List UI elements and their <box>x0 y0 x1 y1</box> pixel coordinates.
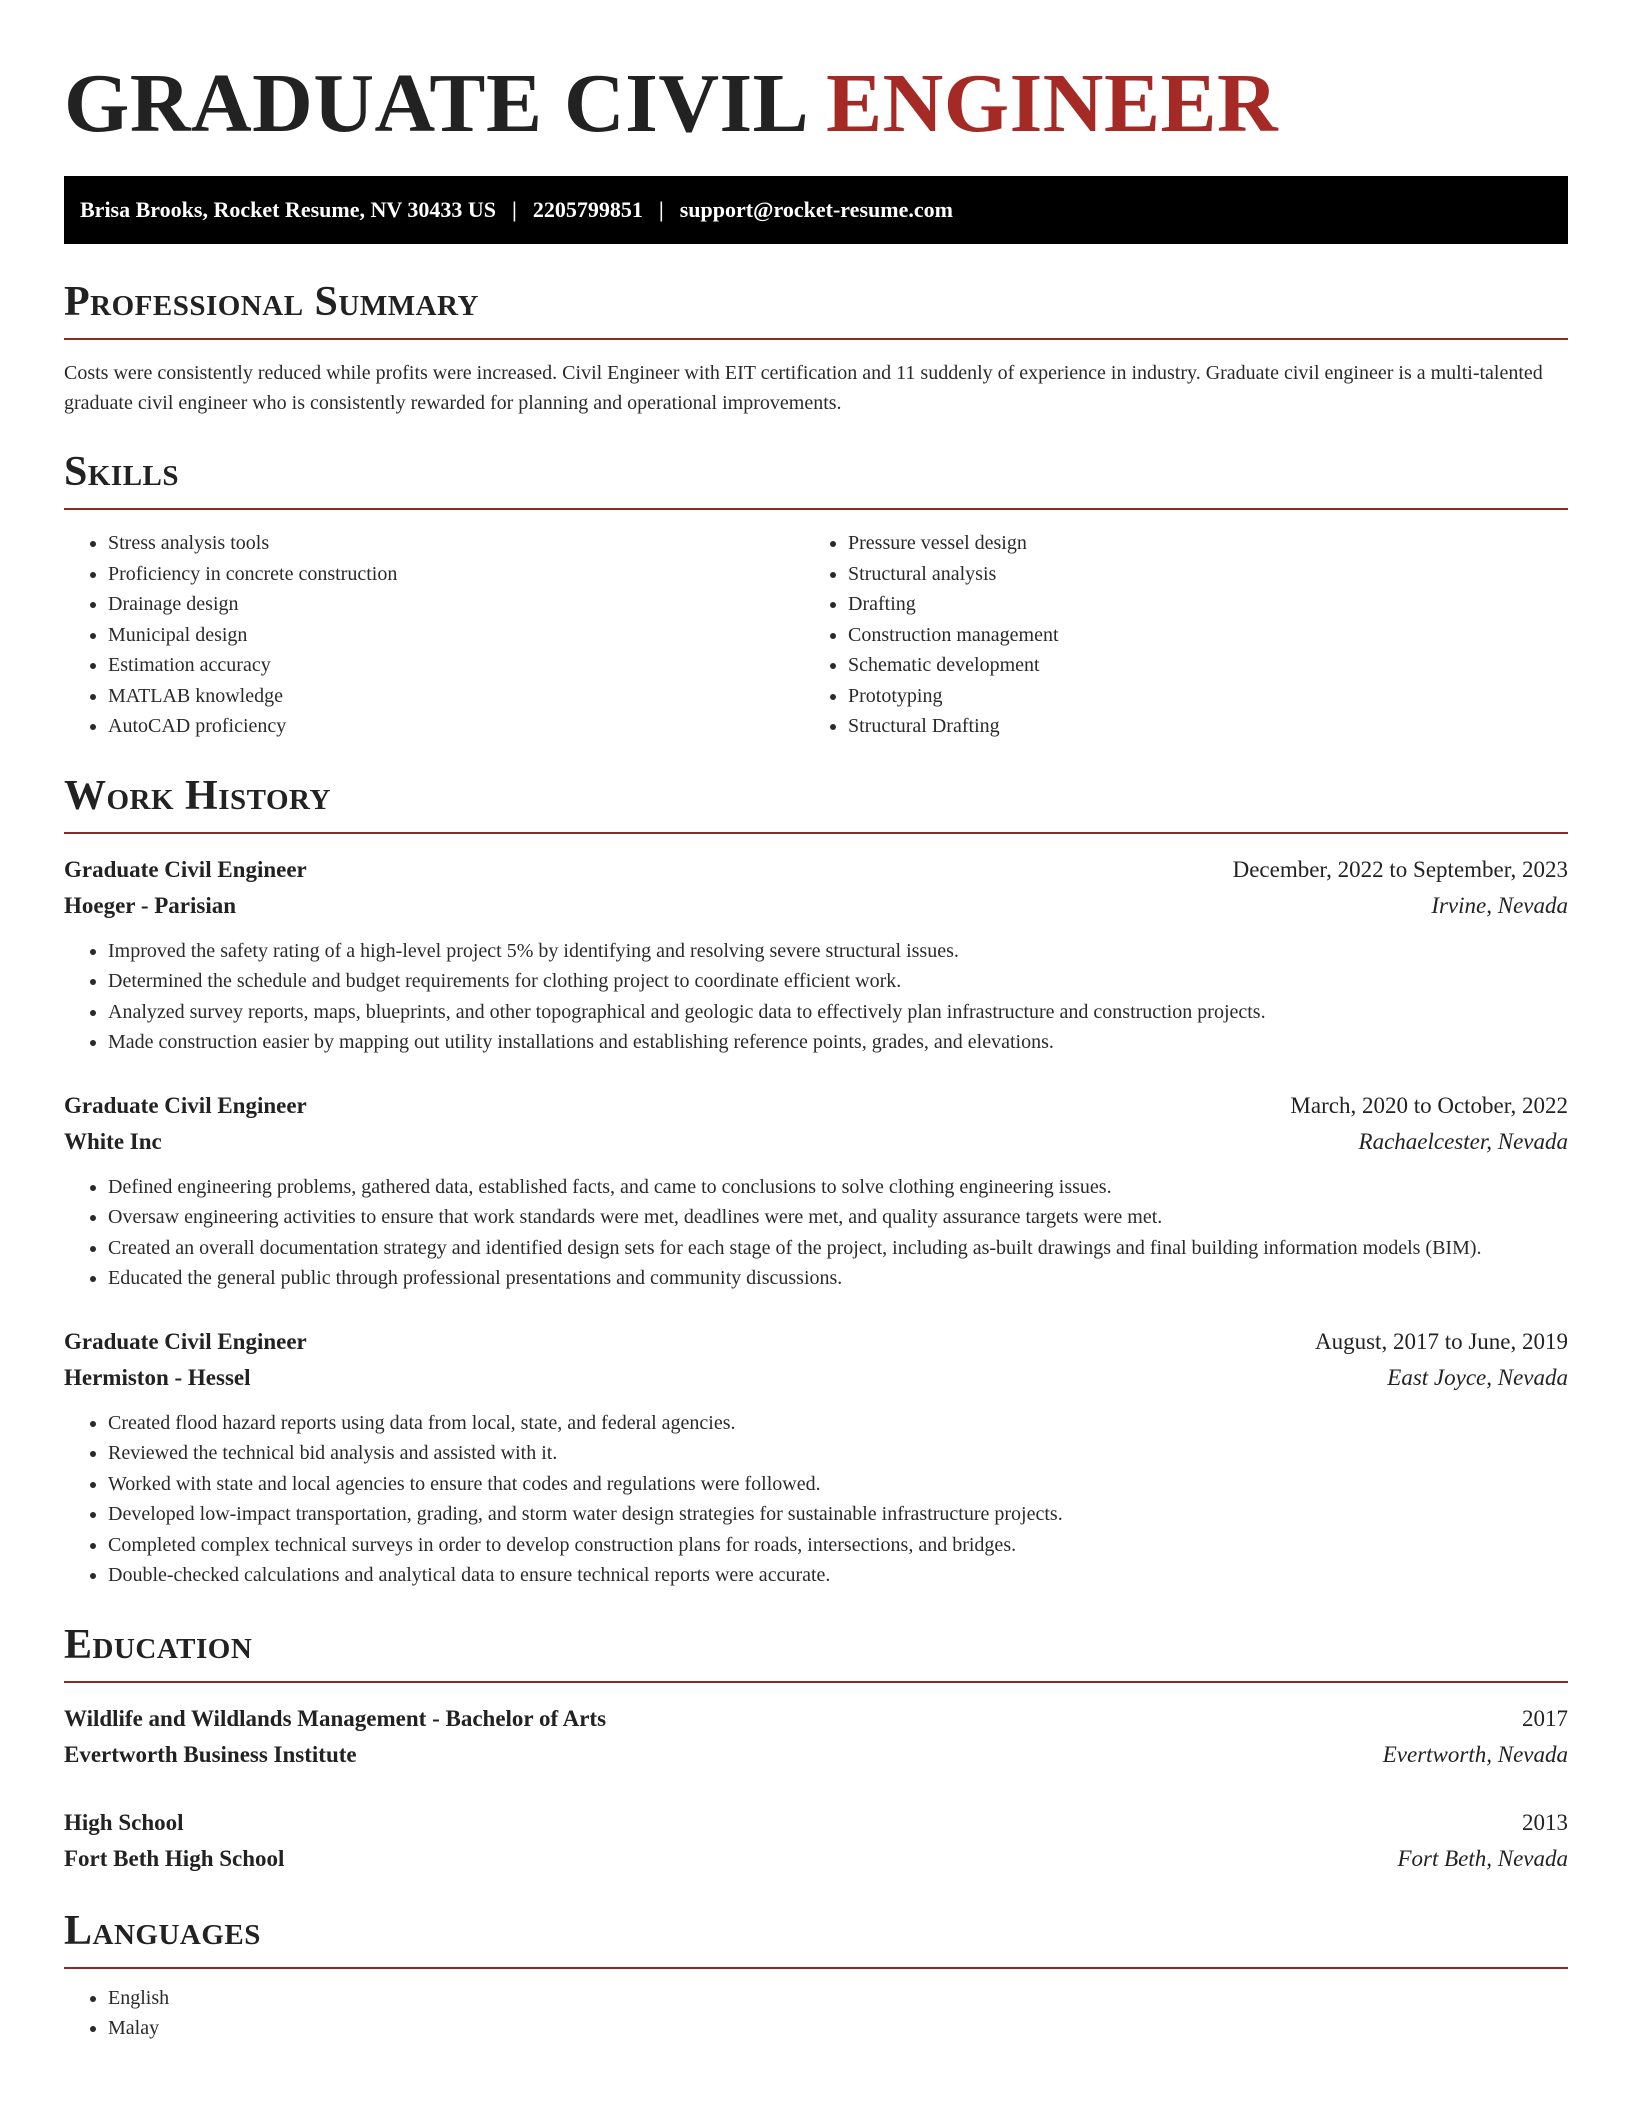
job-bullets <box>64 1172 1568 1294</box>
languages-heading: Languages <box>64 1907 261 1954</box>
job-entry <box>64 852 1568 1058</box>
education-location: Evertworth, Nevada <box>1382 1741 1568 1767</box>
education-degree-row <box>64 1805 1568 1841</box>
job-bullet: • Analyzed survey reports, maps, blueprints, and other topographical and geologic data to effectively plan infrastructure and construction projects. <box>108 997 1568 1028</box>
education-year: 2013 <box>1522 1809 1568 1835</box>
skills-columns <box>64 528 1568 742</box>
job-dates: August, 2017 to June, 2019 <box>1315 1328 1568 1354</box>
skill-item: • Structural Drafting <box>848 711 1544 742</box>
job-company: White Inc <box>64 1128 162 1154</box>
education-degree: Wildlife and Wildlands Management - Bachelor of Arts <box>64 1705 607 1731</box>
education-year: 2017 <box>1522 1705 1568 1731</box>
job-company-row <box>64 1124 1568 1160</box>
job-bullets <box>64 1408 1568 1591</box>
job-bullets <box>64 936 1568 1058</box>
job-bullet: • Reviewed the technical bid analysis and assisted with it. <box>108 1438 1568 1469</box>
job-bullet: • Defined engineering problems, gathered data, established facts, and came to conclusions to solve clothing engineering issues. <box>108 1172 1568 1203</box>
language-item: • Malay <box>108 2013 1568 2044</box>
job-dates: December, 2022 to September, 2023 <box>1232 856 1568 882</box>
education-school: Evertworth Business Institute <box>64 1741 357 1767</box>
job-title-row <box>64 852 1568 888</box>
job-title: Graduate Civil Engineer <box>64 1092 307 1118</box>
job-title-row <box>64 1324 1568 1360</box>
education-degree-row <box>64 1701 1568 1737</box>
skills-column-right <box>804 528 1544 742</box>
job-bullet: • Improved the safety rating of a high-level project 5% by identifying and resolving severe structural issues. <box>108 936 1568 967</box>
job-title: Graduate Civil Engineer <box>64 856 307 882</box>
work-section <box>64 770 1568 1591</box>
education-school-row <box>64 1841 1568 1877</box>
section-divider <box>64 508 1568 510</box>
contact-separator: | <box>511 197 517 222</box>
summary-section <box>64 276 1568 418</box>
skill-item: • Municipal design <box>108 620 804 651</box>
job-bullet: • Created an overall documentation strategy and identified design sets for each stage of the project, including as-built drawings and final building information models (BIM). <box>108 1233 1568 1264</box>
skill-item: • Prototyping <box>848 681 1544 712</box>
job-location: Rachaelcester, Nevada <box>1358 1128 1568 1154</box>
title-accent: ENGINEER <box>826 57 1279 150</box>
job-bullet: • Oversaw engineering activities to ensure that work standards were met, deadlines were met, and quality assurance targets were met. <box>108 1202 1568 1233</box>
job-company: Hoeger - Parisian <box>64 892 237 918</box>
job-bullet: • Made construction easier by mapping out utility installations and establishing reference points, grades, and elevations. <box>108 1027 1568 1058</box>
contact-address: Brisa Brooks, Rocket Resume, NV 30433 US <box>80 197 496 222</box>
section-divider <box>64 832 1568 834</box>
skill-item: • Schematic development <box>848 650 1544 681</box>
section-divider <box>64 338 1568 340</box>
job-dates: March, 2020 to October, 2022 <box>1290 1092 1568 1118</box>
section-divider <box>64 1681 1568 1683</box>
job-location: Irvine, Nevada <box>1431 892 1568 918</box>
skill-item: • Drainage design <box>108 589 804 620</box>
job-bullet: • Developed low-impact transportation, grading, and storm water design strategies for sustainable infrastructure projects. <box>108 1499 1568 1530</box>
job-company-row <box>64 1360 1568 1396</box>
skill-item: • MATLAB knowledge <box>108 681 804 712</box>
job-bullet: • Worked with state and local agencies to ensure that codes and regulations were followed. <box>108 1469 1568 1500</box>
job-location: East Joyce, Nevada <box>1387 1364 1568 1390</box>
education-entry <box>64 1701 1568 1773</box>
language-item: • English <box>108 1983 1568 2014</box>
contact-bar <box>64 176 1568 244</box>
education-school: Fort Beth High School <box>64 1845 285 1871</box>
job-bullet: • Double-checked calculations and analytical data to ensure technical reports were accurate. <box>108 1560 1568 1591</box>
work-heading: Work History <box>64 772 331 819</box>
page-title <box>64 0 1568 152</box>
contact-phone: 2205799851 <box>532 197 643 222</box>
skills-list-left <box>64 528 804 742</box>
summary-heading: Professional Summary <box>64 279 479 325</box>
summary-text: Costs were consistently reduced while profits were increased. Civil Engineer with EIT certification and 11 suddenly of experience in industry. Graduate civil engineer is a multi-talented graduate civil engineer who is consistently rewarded for planning and operational improvements. <box>64 362 1543 414</box>
skills-heading: Skills <box>64 449 180 495</box>
education-heading: Education <box>64 1621 253 1668</box>
job-bullet: • Educated the general public through professional presentations and community discussions. <box>108 1263 1568 1294</box>
education-entry <box>64 1805 1568 1877</box>
skill-item: • AutoCAD proficiency <box>108 711 804 742</box>
contact-separator: | <box>658 197 664 222</box>
skills-list-right <box>804 528 1544 742</box>
skill-item: • Proficiency in concrete construction <box>108 559 804 590</box>
skills-section <box>64 446 1568 742</box>
job-company: Hermiston - Hessel <box>64 1364 251 1390</box>
job-entry <box>64 1324 1568 1591</box>
job-bullet: • Created flood hazard reports using data from local, state, and federal agencies. <box>108 1408 1568 1439</box>
skills-column-left <box>64 528 804 742</box>
skill-item: • Estimation accuracy <box>108 650 804 681</box>
section-divider <box>64 1967 1568 1969</box>
job-title: Graduate Civil Engineer <box>64 1328 307 1354</box>
title-main: GRADUATE CIVIL <box>64 57 805 150</box>
job-bullet: • Determined the schedule and budget requirements for clothing project to coordinate efficient work. <box>108 966 1568 997</box>
job-entry <box>64 1088 1568 1294</box>
job-title-row <box>64 1088 1568 1124</box>
education-section <box>64 1619 1568 1877</box>
skill-item: • Drafting <box>848 589 1544 620</box>
contact-email: support@rocket-resume.com <box>679 197 953 222</box>
skill-item: • Construction management <box>848 620 1544 651</box>
education-location: Fort Beth, Nevada <box>1397 1845 1568 1871</box>
education-degree: High School <box>64 1809 184 1835</box>
education-school-row <box>64 1737 1568 1773</box>
skill-item: • Stress analysis tools <box>108 528 804 559</box>
skill-item: • Pressure vessel design <box>848 528 1544 559</box>
job-bullet: • Completed complex technical surveys in order to develop construction plans for roads, intersections, and bridges. <box>108 1530 1568 1561</box>
languages-list <box>64 1983 1568 2044</box>
languages-section <box>64 1905 1568 2044</box>
skill-item: • Structural analysis <box>848 559 1544 590</box>
job-company-row <box>64 888 1568 924</box>
